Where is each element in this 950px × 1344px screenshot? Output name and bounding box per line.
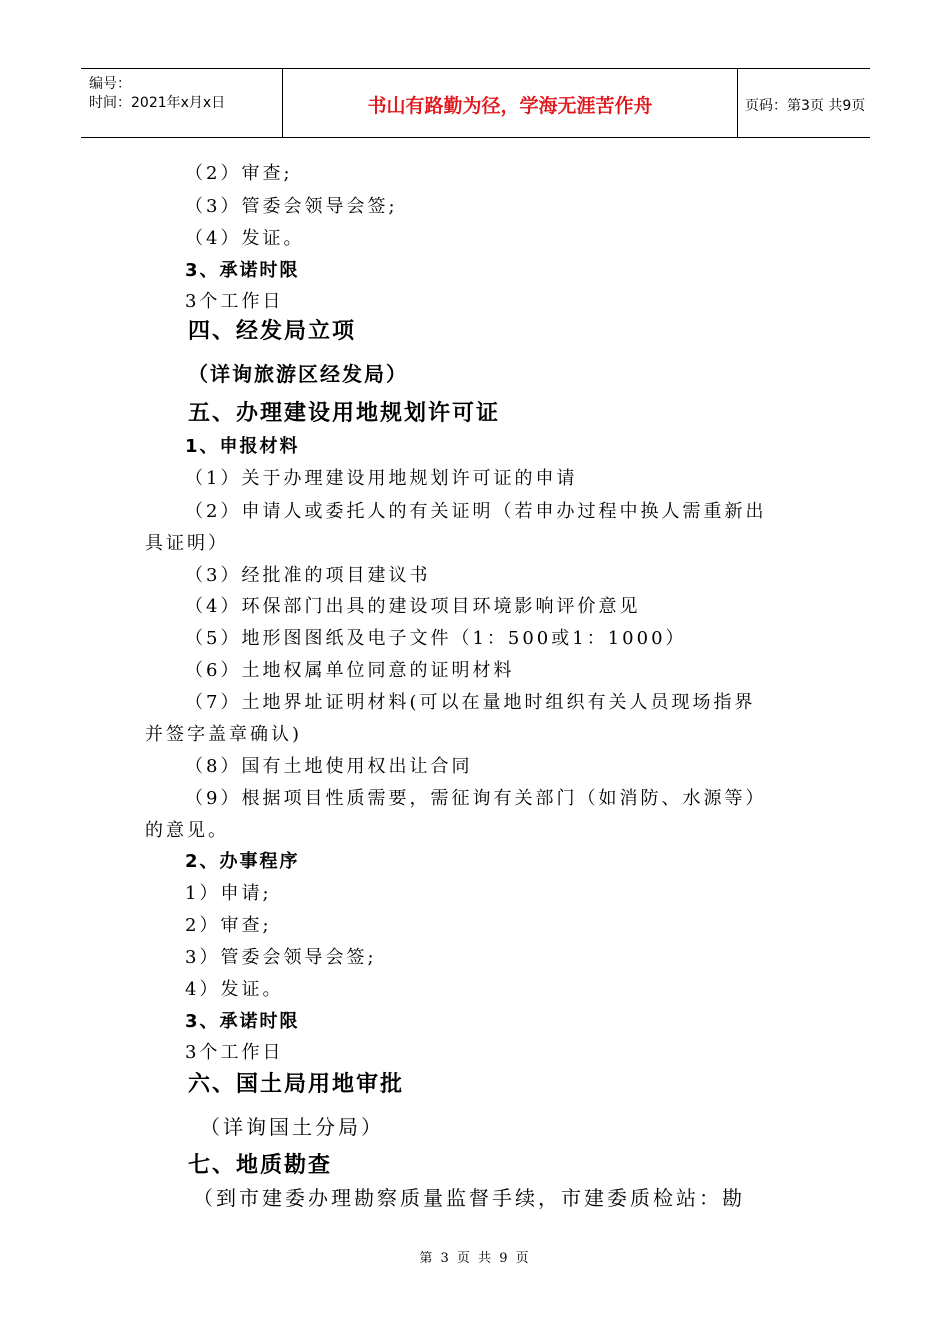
text-line: 3）管委会领导会签; <box>185 947 377 968</box>
section-heading: 七、地质勘查 <box>188 1153 333 1178</box>
text-line: 的意见。 <box>145 820 229 841</box>
text-line: （4）环保部门出具的建设项目环境影响评价意见 <box>185 596 641 617</box>
text-line: （1）关于办理建设用地规划许可证的申请 <box>185 468 578 489</box>
section-heading: 五、办理建设用地规划许可证 <box>188 401 501 426</box>
header-table <box>81 68 870 138</box>
date-line: 时间：2021年x月x日 <box>89 95 226 111</box>
header-motto-cell <box>282 69 738 137</box>
text-line: 并签字盖章确认) <box>145 724 303 745</box>
section-note: （详询旅游区经发局） <box>188 362 408 386</box>
section-heading: 六、国土局用地审批 <box>188 1072 405 1097</box>
text-line: （4）发证。 <box>185 228 305 249</box>
text-line: （3）管委会领导会签; <box>185 196 398 217</box>
text-line: （5）地形图图纸及电子文件（1：500或1：1000） <box>185 628 687 649</box>
number-label: 编号： <box>89 76 131 92</box>
text-line: （3）经批准的项目建议书 <box>185 565 431 586</box>
text-line: 2）审查; <box>185 915 272 936</box>
text-line: 4）发证。 <box>185 979 284 1000</box>
text-line: 1）申请; <box>185 883 272 904</box>
page-footer: 第 3 页 共 9 页 <box>419 1251 531 1266</box>
text-line: （2）审查; <box>185 163 293 184</box>
text-line: （2）申请人或委托人的有关证明（若申办过程中换人需重新出 <box>185 501 767 522</box>
section-subheading: 1、申报材料 <box>185 436 300 457</box>
section-subheading: 3、承诺时限 <box>185 260 300 281</box>
text-line: 3个工作日 <box>185 1042 284 1063</box>
page-code: 页码：第3页 共9页 <box>745 98 866 114</box>
section-subheading: 3、承诺时限 <box>185 1011 300 1032</box>
text-line: （到市建委办理勘察质量监督手续，市建委质检站：勘 <box>193 1186 745 1210</box>
text-line: （8）国有土地使用权出让合同 <box>185 756 473 777</box>
text-line: （6）土地权属单位同意的证明材料 <box>185 660 515 681</box>
section-subheading: 2、办事程序 <box>185 851 300 872</box>
text-line: （9）根据项目性质需要，需征询有关部门（如消防、水源等） <box>185 788 767 809</box>
text-line: 3个工作日 <box>185 291 284 312</box>
header-left-cell <box>81 69 282 137</box>
header-right-cell <box>737 69 870 137</box>
section-note: （详询国土分局） <box>200 1115 384 1139</box>
section-heading: 四、经发局立项 <box>188 319 357 344</box>
motto: 书山有路勤为径，学海无涯苦作舟 <box>367 95 653 117</box>
text-line: 具证明） <box>145 533 229 554</box>
text-line: （7）土地界址证明材料(可以在量地时组织有关人员现场指界 <box>185 692 756 713</box>
